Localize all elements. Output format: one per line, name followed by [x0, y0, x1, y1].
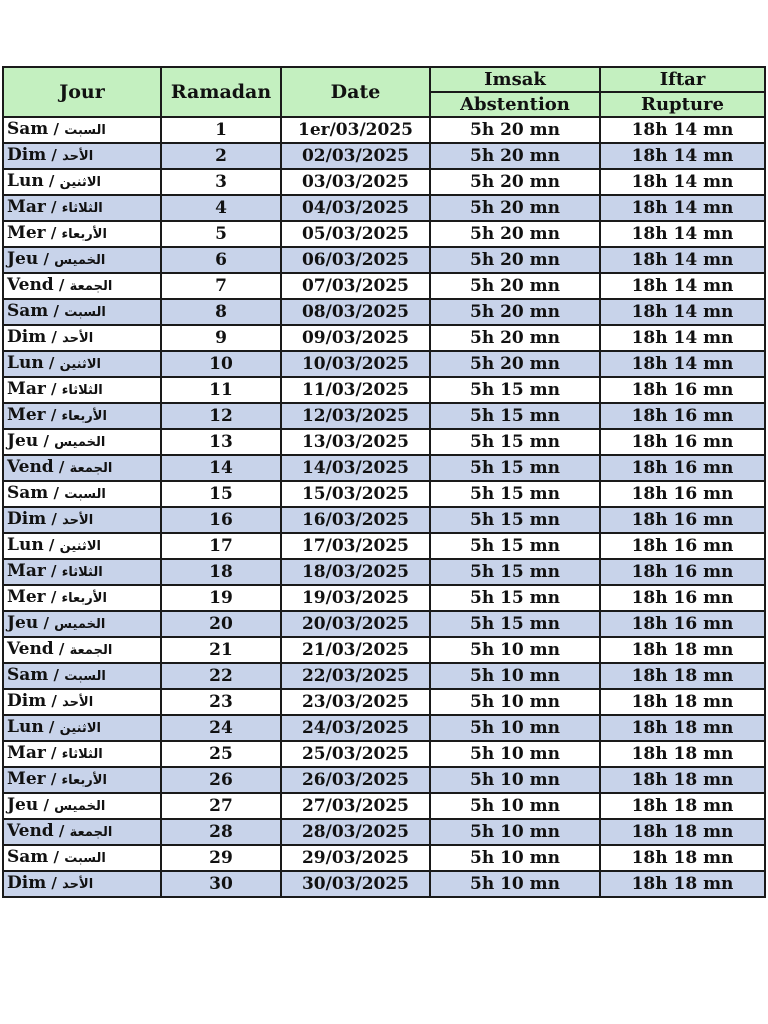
day-cell	[3, 845, 161, 871]
iftar-cell: 18h 18 mn	[600, 663, 765, 689]
day-separator: /	[46, 328, 63, 346]
day-name-fr: Mer	[7, 223, 46, 243]
ramadan-day-cell: 10	[161, 351, 281, 377]
day-name-fr: Vend	[7, 457, 54, 477]
day-name-ar: الاثنين	[59, 357, 101, 372]
ramadan-day-cell: 21	[161, 637, 281, 663]
ramadan-day-cell: 26	[161, 767, 281, 793]
iftar-cell: 18h 18 mn	[600, 845, 765, 871]
day-name-ar: الجمعة	[69, 461, 113, 476]
day-separator: /	[45, 380, 62, 398]
day-cell	[3, 507, 161, 533]
day-name-ar: الأربعاء	[61, 409, 107, 424]
table-row	[3, 273, 765, 299]
day-cell	[3, 793, 161, 819]
day-separator: /	[46, 510, 63, 528]
day-name-fr: Sam	[7, 301, 49, 321]
day-separator: /	[45, 562, 62, 580]
day-separator: /	[38, 432, 55, 450]
table-row	[3, 143, 765, 169]
table-row	[3, 299, 765, 325]
ramadan-day-cell: 24	[161, 715, 281, 741]
table-row	[3, 533, 765, 559]
date-cell: 08/03/2025	[281, 299, 430, 325]
iftar-cell: 18h 18 mn	[600, 741, 765, 767]
imsak-cell: 5h 20 mn	[430, 169, 600, 195]
table-row	[3, 195, 765, 221]
day-separator: /	[46, 692, 63, 710]
date-cell: 28/03/2025	[281, 819, 430, 845]
date-cell: 17/03/2025	[281, 533, 430, 559]
day-separator: /	[53, 822, 70, 840]
iftar-cell: 18h 16 mn	[600, 455, 765, 481]
table-row	[3, 221, 765, 247]
iftar-cell: 18h 18 mn	[600, 715, 765, 741]
date-cell: 25/03/2025	[281, 741, 430, 767]
date-cell: 12/03/2025	[281, 403, 430, 429]
day-name-ar: الثلاثاء	[61, 201, 103, 216]
table-row	[3, 247, 765, 273]
date-cell: 15/03/2025	[281, 481, 430, 507]
day-name-fr: Mer	[7, 587, 46, 607]
day-separator: /	[45, 224, 62, 242]
ramadan-day-cell: 16	[161, 507, 281, 533]
ramadan-day-cell: 7	[161, 273, 281, 299]
date-cell: 29/03/2025	[281, 845, 430, 871]
iftar-cell: 18h 16 mn	[600, 429, 765, 455]
day-name-fr: Mar	[7, 561, 46, 581]
day-name-ar: الأحد	[62, 331, 94, 346]
day-name-fr: Jeu	[7, 613, 39, 633]
day-name-fr: Vend	[7, 275, 54, 295]
date-cell: 13/03/2025	[281, 429, 430, 455]
day-cell	[3, 169, 161, 195]
table-row	[3, 585, 765, 611]
imsak-cell: 5h 15 mn	[430, 611, 600, 637]
table-row	[3, 169, 765, 195]
iftar-cell: 18h 18 mn	[600, 819, 765, 845]
iftar-cell: 18h 14 mn	[600, 221, 765, 247]
day-cell	[3, 767, 161, 793]
date-cell: 04/03/2025	[281, 195, 430, 221]
date-cell: 07/03/2025	[281, 273, 430, 299]
day-name-fr: Sam	[7, 847, 49, 867]
day-name-ar: السبت	[64, 305, 106, 320]
ramadan-day-cell: 2	[161, 143, 281, 169]
ramadan-day-cell: 28	[161, 819, 281, 845]
table-header	[3, 67, 765, 117]
day-cell	[3, 429, 161, 455]
day-name-ar: الأربعاء	[61, 227, 107, 242]
day-name-fr: Jeu	[7, 249, 39, 269]
table-row	[3, 845, 765, 871]
date-cell: 11/03/2025	[281, 377, 430, 403]
imsak-cell: 5h 10 mn	[430, 637, 600, 663]
day-name-ar: الأحد	[62, 877, 94, 892]
day-cell	[3, 195, 161, 221]
date-cell: 22/03/2025	[281, 663, 430, 689]
day-name-fr: Mar	[7, 379, 46, 399]
date-cell: 05/03/2025	[281, 221, 430, 247]
day-name-ar: الثلاثاء	[61, 747, 103, 762]
day-name-ar: الجمعة	[69, 825, 113, 840]
table-row	[3, 663, 765, 689]
day-separator: /	[45, 770, 62, 788]
iftar-cell: 18h 16 mn	[600, 611, 765, 637]
ramadan-day-cell: 12	[161, 403, 281, 429]
imsak-cell: 5h 20 mn	[430, 325, 600, 351]
day-separator: /	[43, 718, 60, 736]
ramadan-day-cell: 3	[161, 169, 281, 195]
day-name-fr: Mar	[7, 743, 46, 763]
day-name-fr: Jeu	[7, 431, 39, 451]
day-separator: /	[45, 198, 62, 216]
day-separator: /	[46, 874, 63, 892]
day-cell	[3, 143, 161, 169]
day-separator: /	[53, 458, 70, 476]
day-separator: /	[48, 848, 65, 866]
day-separator: /	[38, 614, 55, 632]
day-name-ar: الأحد	[62, 149, 94, 164]
day-separator: /	[38, 796, 55, 814]
day-separator: /	[43, 354, 60, 372]
day-cell	[3, 741, 161, 767]
table-row	[3, 819, 765, 845]
day-cell	[3, 377, 161, 403]
iftar-cell: 18h 16 mn	[600, 377, 765, 403]
day-name-ar: الثلاثاء	[61, 383, 103, 398]
imsak-cell: 5h 15 mn	[430, 403, 600, 429]
imsak-cell: 5h 10 mn	[430, 741, 600, 767]
imsak-cell: 5h 15 mn	[430, 455, 600, 481]
imsak-cell: 5h 10 mn	[430, 793, 600, 819]
day-name-ar: الخميس	[54, 799, 106, 814]
date-cell: 20/03/2025	[281, 611, 430, 637]
day-cell	[3, 221, 161, 247]
table-row	[3, 325, 765, 351]
day-name-fr: Lun	[7, 171, 44, 191]
ramadan-day-cell: 22	[161, 663, 281, 689]
header-rupture: Rupture	[600, 92, 765, 117]
day-name-fr: Dim	[7, 873, 47, 893]
table-row	[3, 481, 765, 507]
iftar-cell: 18h 18 mn	[600, 793, 765, 819]
date-cell: 18/03/2025	[281, 559, 430, 585]
day-name-ar: الخميس	[54, 435, 106, 450]
day-name-ar: الثلاثاء	[61, 565, 103, 580]
day-separator: /	[48, 302, 65, 320]
ramadan-schedule	[2, 66, 764, 898]
table-row	[3, 455, 765, 481]
imsak-cell: 5h 20 mn	[430, 247, 600, 273]
imsak-cell: 5h 10 mn	[430, 871, 600, 897]
ramadan-day-cell: 9	[161, 325, 281, 351]
day-separator: /	[48, 666, 65, 684]
day-name-ar: السبت	[64, 487, 106, 502]
ramadan-day-cell: 13	[161, 429, 281, 455]
ramadan-day-cell: 23	[161, 689, 281, 715]
imsak-cell: 5h 10 mn	[430, 767, 600, 793]
date-cell: 14/03/2025	[281, 455, 430, 481]
day-separator: /	[53, 276, 70, 294]
day-name-fr: Sam	[7, 665, 49, 685]
day-cell	[3, 299, 161, 325]
iftar-cell: 18h 16 mn	[600, 507, 765, 533]
date-cell: 24/03/2025	[281, 715, 430, 741]
ramadan-day-cell: 15	[161, 481, 281, 507]
iftar-cell: 18h 16 mn	[600, 481, 765, 507]
day-cell	[3, 611, 161, 637]
iftar-cell: 18h 14 mn	[600, 351, 765, 377]
table-row	[3, 637, 765, 663]
header-jour: Jour	[3, 67, 161, 117]
date-cell: 23/03/2025	[281, 689, 430, 715]
day-separator: /	[48, 484, 65, 502]
day-name-ar: السبت	[64, 851, 106, 866]
ramadan-day-cell: 11	[161, 377, 281, 403]
iftar-cell: 18h 14 mn	[600, 299, 765, 325]
day-cell	[3, 481, 161, 507]
ramadan-day-cell: 5	[161, 221, 281, 247]
day-separator: /	[48, 120, 65, 138]
day-name-fr: Sam	[7, 483, 49, 503]
table-row	[3, 559, 765, 585]
day-separator: /	[45, 406, 62, 424]
day-cell	[3, 533, 161, 559]
iftar-cell: 18h 18 mn	[600, 767, 765, 793]
imsak-cell: 5h 15 mn	[430, 429, 600, 455]
schedule-table	[2, 66, 766, 898]
day-name-ar: الجمعة	[69, 643, 113, 658]
header-imsak: Imsak	[430, 67, 600, 92]
iftar-cell: 18h 18 mn	[600, 637, 765, 663]
table-row	[3, 611, 765, 637]
date-cell: 27/03/2025	[281, 793, 430, 819]
table-row	[3, 429, 765, 455]
iftar-cell: 18h 16 mn	[600, 533, 765, 559]
table-row	[3, 793, 765, 819]
day-name-fr: Mar	[7, 197, 46, 217]
day-separator: /	[46, 146, 63, 164]
day-name-fr: Mer	[7, 405, 46, 425]
imsak-cell: 5h 15 mn	[430, 481, 600, 507]
imsak-cell: 5h 20 mn	[430, 351, 600, 377]
day-name-ar: الخميس	[54, 253, 106, 268]
day-name-ar: الخميس	[54, 617, 106, 632]
iftar-cell: 18h 16 mn	[600, 559, 765, 585]
day-name-ar: الاثنين	[59, 175, 101, 190]
iftar-cell: 18h 18 mn	[600, 689, 765, 715]
day-cell	[3, 689, 161, 715]
iftar-cell: 18h 14 mn	[600, 117, 765, 143]
date-cell: 1er/03/2025	[281, 117, 430, 143]
day-separator: /	[43, 536, 60, 554]
day-cell	[3, 559, 161, 585]
day-name-ar: الأحد	[62, 513, 94, 528]
date-cell: 21/03/2025	[281, 637, 430, 663]
header-iftar: Iftar	[600, 67, 765, 92]
ramadan-day-cell: 30	[161, 871, 281, 897]
ramadan-day-cell: 4	[161, 195, 281, 221]
imsak-cell: 5h 20 mn	[430, 221, 600, 247]
table-row	[3, 117, 765, 143]
day-cell	[3, 273, 161, 299]
date-cell: 16/03/2025	[281, 507, 430, 533]
ramadan-day-cell: 8	[161, 299, 281, 325]
imsak-cell: 5h 20 mn	[430, 273, 600, 299]
table-row	[3, 403, 765, 429]
table-row	[3, 715, 765, 741]
ramadan-day-cell: 18	[161, 559, 281, 585]
imsak-cell: 5h 10 mn	[430, 819, 600, 845]
imsak-cell: 5h 15 mn	[430, 507, 600, 533]
ramadan-day-cell: 14	[161, 455, 281, 481]
table-row	[3, 871, 765, 897]
day-name-ar: السبت	[64, 669, 106, 684]
date-cell: 19/03/2025	[281, 585, 430, 611]
imsak-cell: 5h 10 mn	[430, 689, 600, 715]
imsak-cell: 5h 20 mn	[430, 195, 600, 221]
imsak-cell: 5h 20 mn	[430, 299, 600, 325]
date-cell: 10/03/2025	[281, 351, 430, 377]
day-name-fr: Dim	[7, 509, 47, 529]
day-name-fr: Dim	[7, 327, 47, 347]
iftar-cell: 18h 14 mn	[600, 247, 765, 273]
date-cell: 09/03/2025	[281, 325, 430, 351]
header-ramadan: Ramadan	[161, 67, 281, 117]
imsak-cell: 5h 10 mn	[430, 845, 600, 871]
day-name-ar: الاثنين	[59, 721, 101, 736]
date-cell: 02/03/2025	[281, 143, 430, 169]
day-name-fr: Lun	[7, 535, 44, 555]
ramadan-day-cell: 27	[161, 793, 281, 819]
iftar-cell: 18h 18 mn	[600, 871, 765, 897]
day-name-fr: Vend	[7, 639, 54, 659]
day-name-fr: Dim	[7, 145, 47, 165]
ramadan-day-cell: 1	[161, 117, 281, 143]
imsak-cell: 5h 15 mn	[430, 559, 600, 585]
day-cell	[3, 455, 161, 481]
imsak-cell: 5h 10 mn	[430, 663, 600, 689]
table-row	[3, 741, 765, 767]
day-cell	[3, 403, 161, 429]
day-cell	[3, 117, 161, 143]
day-separator: /	[38, 250, 55, 268]
day-name-fr: Vend	[7, 821, 54, 841]
day-separator: /	[43, 172, 60, 190]
date-cell: 26/03/2025	[281, 767, 430, 793]
day-cell	[3, 819, 161, 845]
day-cell	[3, 351, 161, 377]
day-cell	[3, 715, 161, 741]
header-date: Date	[281, 67, 430, 117]
day-name-fr: Sam	[7, 119, 49, 139]
imsak-cell: 5h 15 mn	[430, 533, 600, 559]
day-cell	[3, 637, 161, 663]
ramadan-day-cell: 20	[161, 611, 281, 637]
day-cell	[3, 247, 161, 273]
imsak-cell: 5h 15 mn	[430, 585, 600, 611]
iftar-cell: 18h 16 mn	[600, 403, 765, 429]
ramadan-day-cell: 17	[161, 533, 281, 559]
date-cell: 03/03/2025	[281, 169, 430, 195]
ramadan-day-cell: 19	[161, 585, 281, 611]
imsak-cell: 5h 10 mn	[430, 715, 600, 741]
day-name-ar: الأربعاء	[61, 773, 107, 788]
day-name-ar: السبت	[64, 123, 106, 138]
iftar-cell: 18h 14 mn	[600, 195, 765, 221]
table-row	[3, 767, 765, 793]
day-cell	[3, 325, 161, 351]
ramadan-day-cell: 25	[161, 741, 281, 767]
day-name-fr: Lun	[7, 353, 44, 373]
day-separator: /	[45, 588, 62, 606]
iftar-cell: 18h 14 mn	[600, 143, 765, 169]
day-separator: /	[45, 744, 62, 762]
iftar-cell: 18h 14 mn	[600, 273, 765, 299]
day-name-ar: الأحد	[62, 695, 94, 710]
day-name-fr: Jeu	[7, 795, 39, 815]
header-abstention: Abstention	[430, 92, 600, 117]
day-name-fr: Dim	[7, 691, 47, 711]
table-row	[3, 377, 765, 403]
table-row	[3, 507, 765, 533]
day-name-fr: Mer	[7, 769, 46, 789]
day-cell	[3, 663, 161, 689]
ramadan-day-cell: 6	[161, 247, 281, 273]
table-row	[3, 351, 765, 377]
iftar-cell: 18h 14 mn	[600, 325, 765, 351]
day-name-ar: الاثنين	[59, 539, 101, 554]
date-cell: 06/03/2025	[281, 247, 430, 273]
table-row	[3, 689, 765, 715]
imsak-cell: 5h 20 mn	[430, 117, 600, 143]
iftar-cell: 18h 14 mn	[600, 169, 765, 195]
day-name-fr: Lun	[7, 717, 44, 737]
day-name-ar: الأربعاء	[61, 591, 107, 606]
ramadan-day-cell: 29	[161, 845, 281, 871]
imsak-cell: 5h 15 mn	[430, 377, 600, 403]
imsak-cell: 5h 20 mn	[430, 143, 600, 169]
day-separator: /	[53, 640, 70, 658]
day-name-ar: الجمعة	[69, 279, 113, 294]
day-cell	[3, 871, 161, 897]
day-cell	[3, 585, 161, 611]
table-body	[3, 117, 765, 897]
iftar-cell: 18h 16 mn	[600, 585, 765, 611]
date-cell: 30/03/2025	[281, 871, 430, 897]
